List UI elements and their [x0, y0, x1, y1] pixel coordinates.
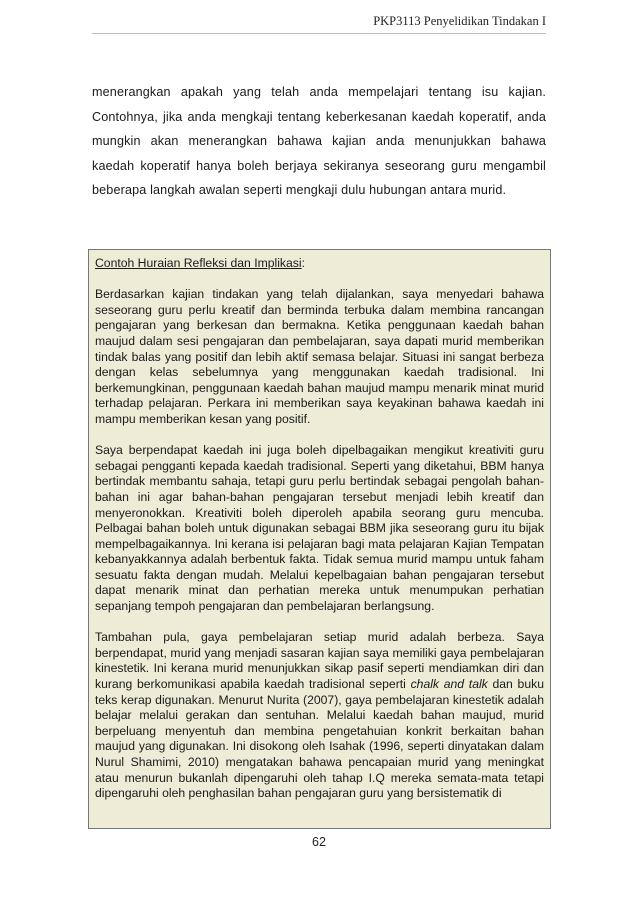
intro-paragraph: menerangkan apakah yang telah anda mempelajari tentang isu kajian. Contohnya, jika anda mengkaji tentang keberkesanan kaedah koperatif, anda mungkin akan menerangkan bahawa kajian anda menunjukkan bahawa kaedah koperatif hanya boleh berjaya sekiranya seseorang guru mengambil beberapa langkah awalan seperti mengkaji dulu hubungan antara murid. [92, 85, 546, 198]
box-paragraph-3-start: Tambahan pula, gaya pembelajaran setiap murid adalah berbeza. Saya berpendapat, murid yang menjadi sasaran kajian saya memiliki gaya pembelajaran kinestetik. Ini kerana murid menunjukkan sikap pasif seperti mendiamkan diri dan kurang berkomunikasi apabila kaedah tradisional seperti [95, 630, 544, 692]
box-paragraph-3-end: dan buku teks kerap digunakan. Menurut Nurita (2007), gaya pembelajaran kinestetik adalah belajar melalui gerakan dan sentuhan. Melalui kaedah bahan maujud, murid berpeluang menyentuh dan membina pengetahuian konkrit berkaitan bahan maujud yang digunakan. Ini disokong oleh Isahak (1996, seperti dinyatakan dalam Nurul Shamimi, 2010) mengatakan bahawa pencapaian murid yang meningkat atau menurun bukanlah dipengaruhi oleh tahap I.Q mereka semata-mata tetapi dipengaruhi oleh penghasilan bahan pengajaran guru yang bersistematik di [95, 677, 544, 801]
header-rule [92, 33, 546, 34]
box-title-colon: : [301, 256, 306, 270]
box-title [95, 256, 544, 272]
box-title-text: Contoh Huraian Refleksi dan Implikasi [95, 256, 302, 270]
box-paragraph-3 [95, 630, 544, 802]
reflection-example-box [88, 249, 551, 829]
page-number: 62 [312, 835, 326, 849]
box-paragraph-3-italic-term: chalk and talk [410, 677, 488, 692]
running-header: PKP3113 Penyelidikan Tindakan I [373, 14, 546, 28]
box-paragraph-2: Saya berpendapat kaedah ini juga boleh dipelbagaikan mengikut kreativiti guru sebagai pengganti kepada kaedah tradisional. Seperti yang diketahui, BBM hanya bertindak membantu sahaja, tetapi guru perlu bertindak sebagai pengolah bahan-bahan ini agar bahan-bahan pengajaran tersebut menjadi lebih kreatif dan menyeronokkan. Kreativiti boleh diperoleh apabila seorang guru mencuba. Pelbagai bahan boleh untuk digunakan sebagai BBM jika seseorang guru itu bijak mempelbagaikannya. Ini kerana isi pelajaran bagi mata pelajaran Kajian Tempatan kebanyakkannya adalah berbentuk fakta. Tidak semua murid mampu untuk faham sesuatu fakta dengan mudah. Melalui kepelbagaian bahan pengajaran tersebut dapat menarik minat dan perhatian mereka untuk menumpukan perhatian sepanjang tempoh pengajaran dan pembelajaran berlangsung. [95, 443, 544, 614]
box-paragraph-1: Berdasarkan kajian tindakan yang telah dijalankan, saya menyedari bahawa seseorang guru perlu kreatif dan berminda terbuka dalam membina rancangan pengajaran yang berkesan dan bermakna. Ketika penggunaan kaedah bahan maujud dalam sesi pengajaran dan pembelajaran, saya dapati murid memberikan tindak balas yang positif dan lebih aktif semasa belajar. Situasi ini sangat berbeza dengan kelas sebelumnya yang menggunakan kaedah tradisional. Ini berkemungkinan, penggunaan kaedah bahan maujud mampu menarik minat murid terhadap pelajaran. Perkara ini memberikan saya keyakinan bahawa kaedah ini mampu memberikan kesan yang positif. [95, 287, 544, 426]
